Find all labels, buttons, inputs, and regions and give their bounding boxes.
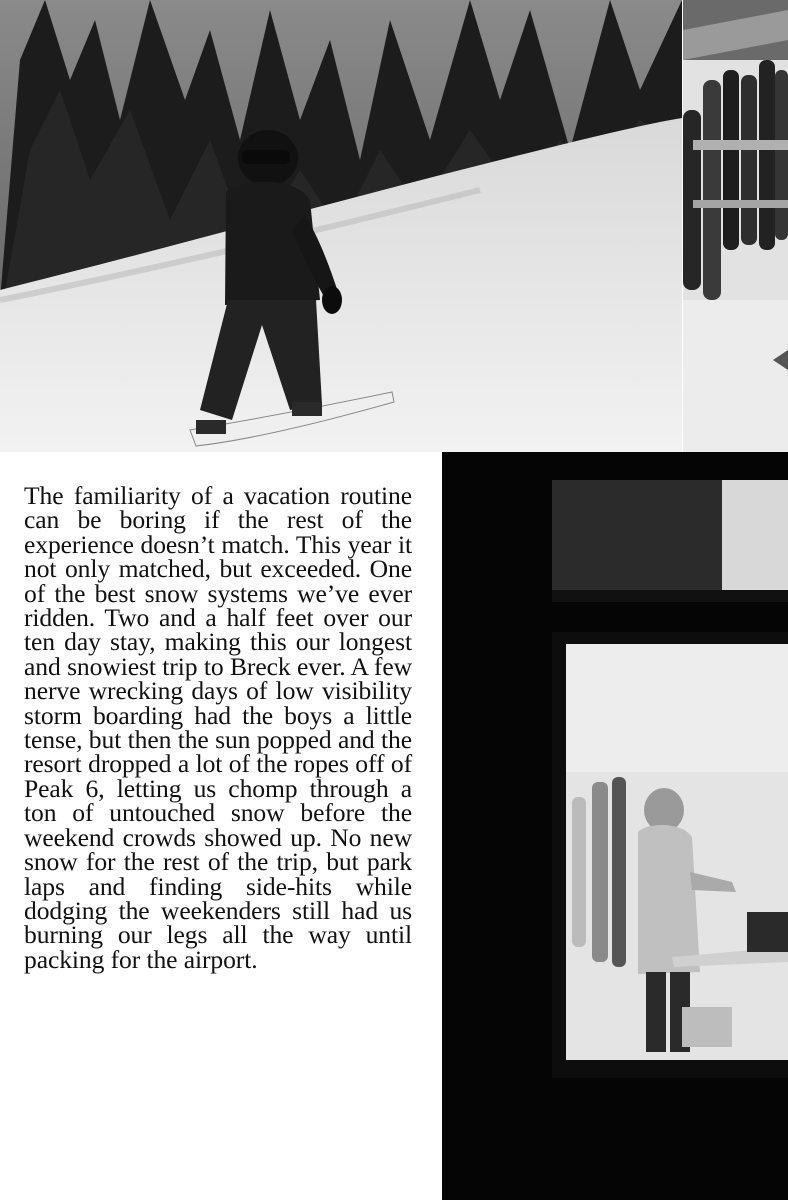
snowboarder-photo (0, 0, 682, 452)
window-view-photo (442, 452, 788, 1200)
board-rack-photo (683, 0, 788, 452)
article-body: The familiarity of a vacation routine can be boring if the rest of the experience doesn’t match. This year it not only matched, but exceeded. One of the best snow systems we’ve ever ridden. Two and a half feet over our ten day stay, making this our longest and snowiest trip to Breck ever. A few nerve wrecking days of low visibility storm boarding had the boys a little tense, but then the sun popped and the resort dropped a lot of the ropes off of Peak 6, letting us chomp through a ton of untouched snow before the weekend crowds showed up. No new snow for the rest of the trip, but park laps and finding side-hits while dodging the weekenders still had us burning our legs all the way until packing for the airport. (24, 481, 412, 974)
